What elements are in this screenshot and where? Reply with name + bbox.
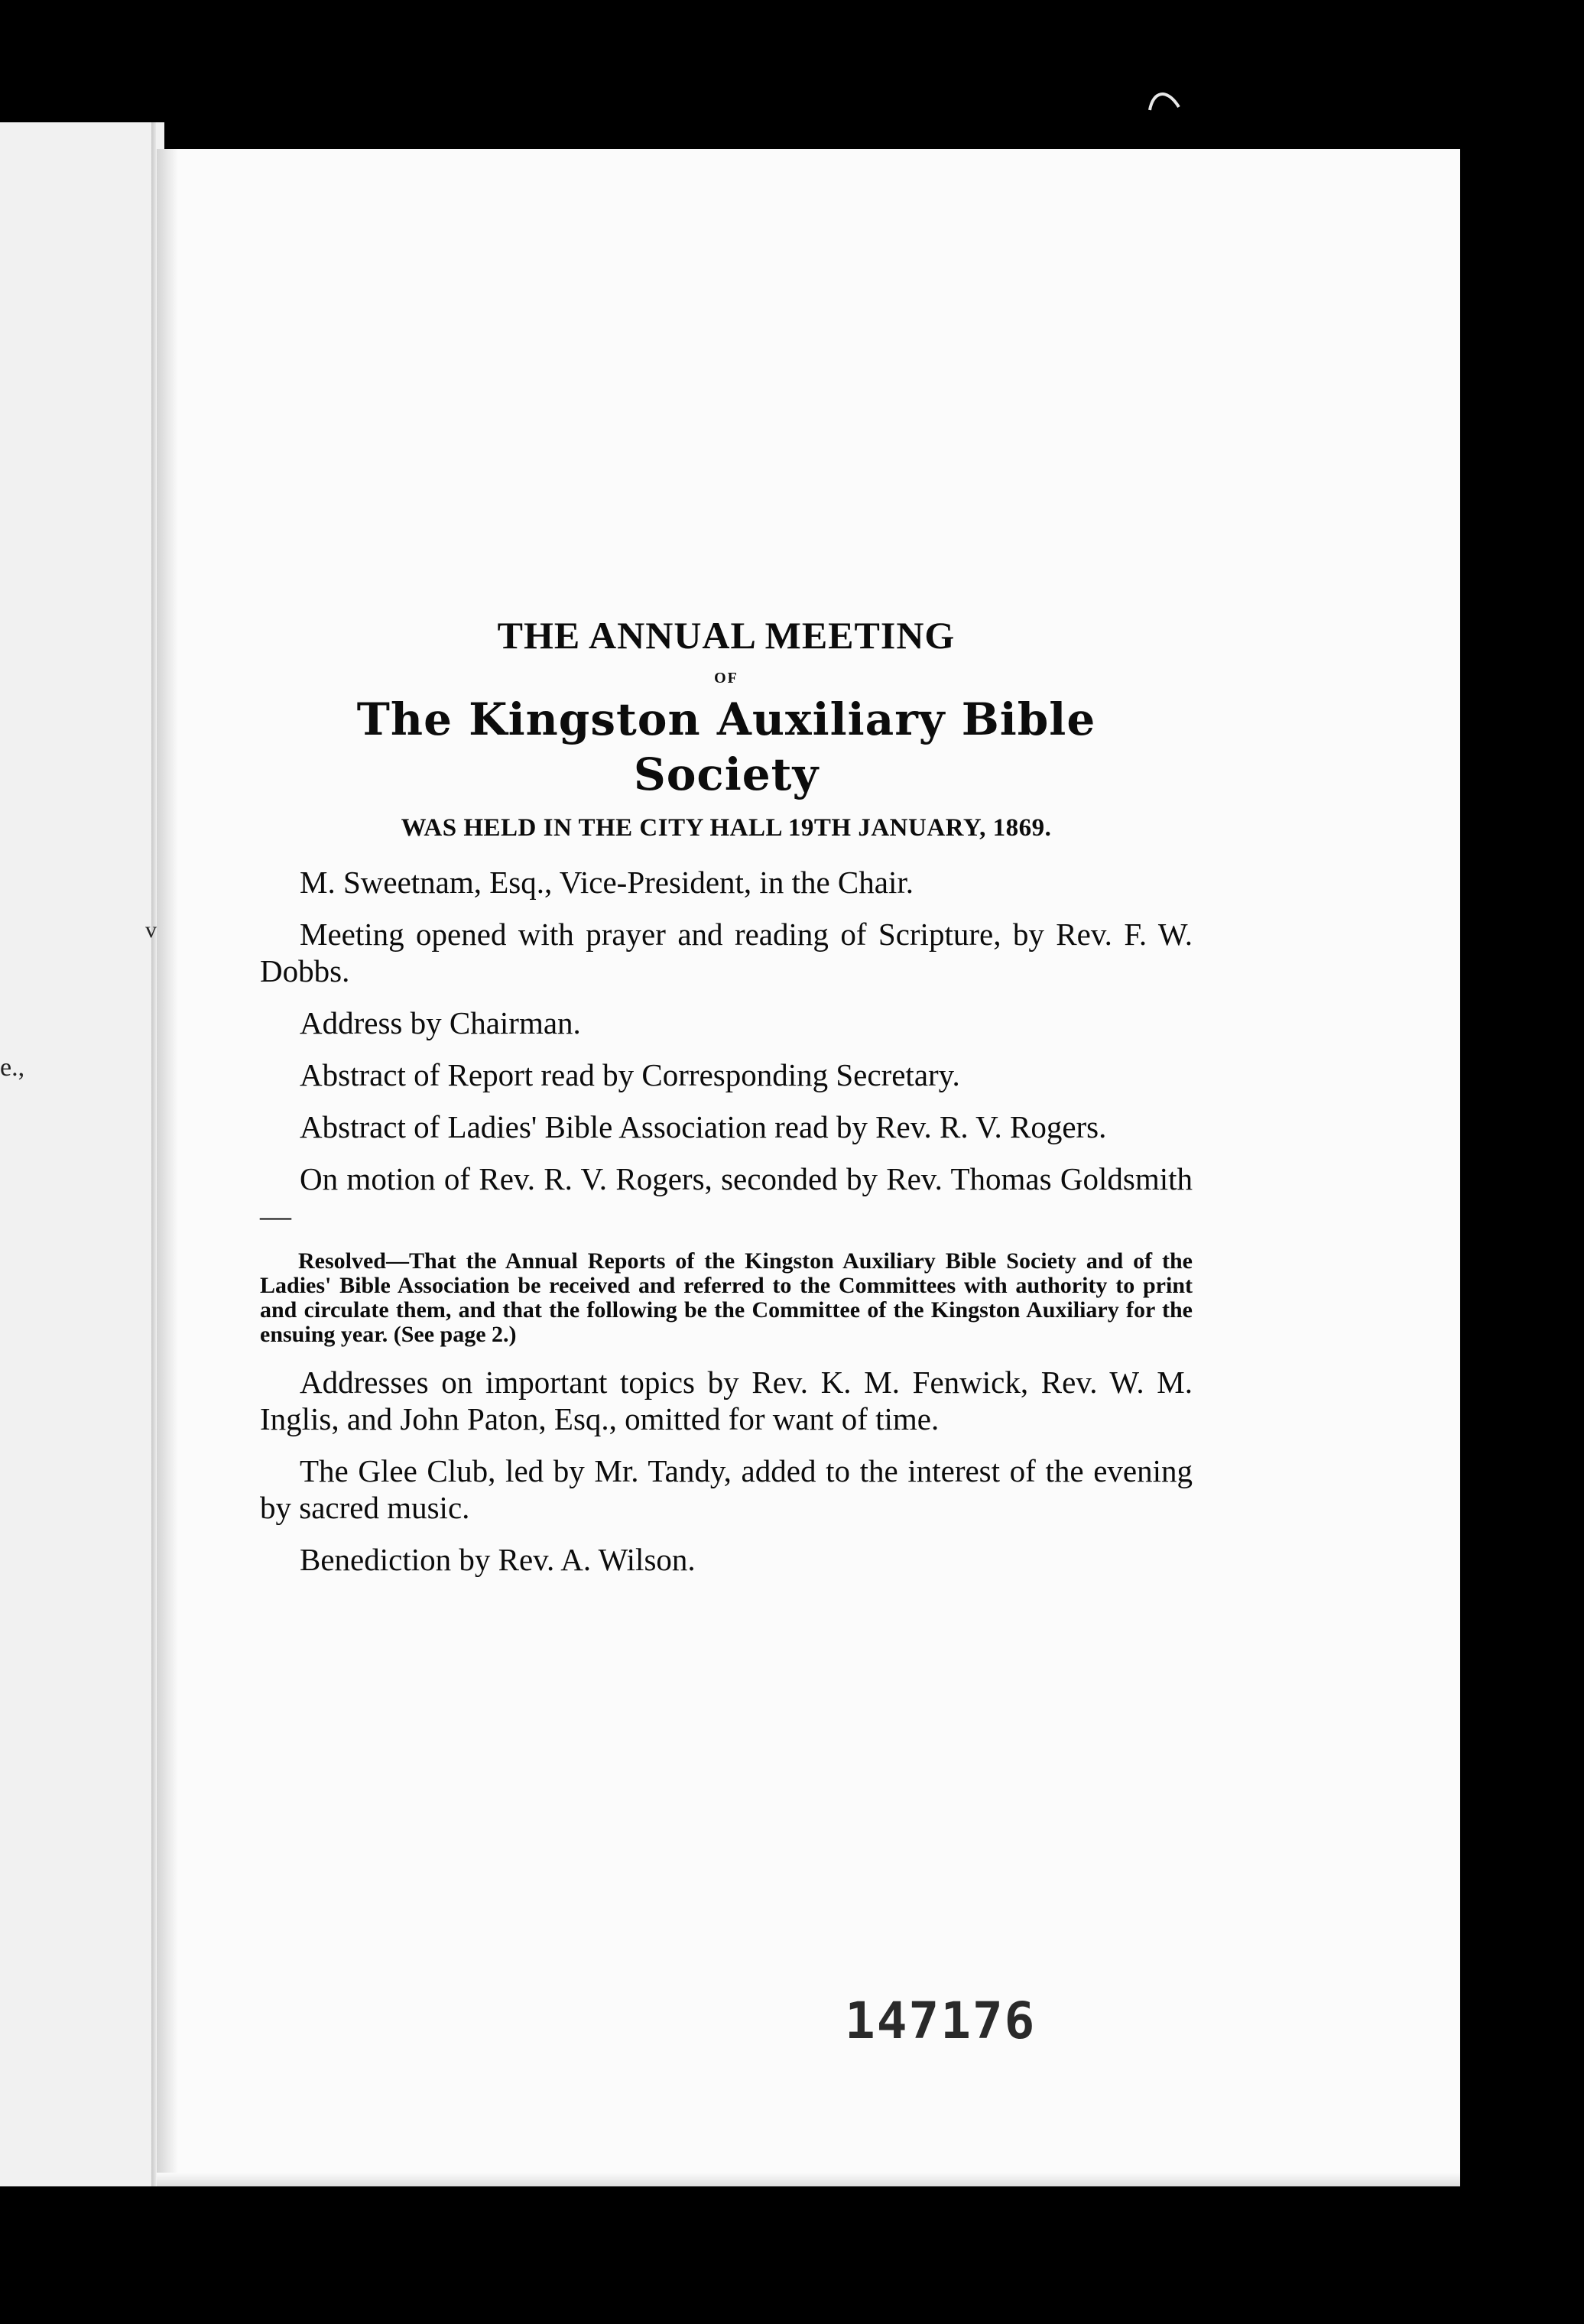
paragraph-report-abstract: Abstract of Report read by Corresponding Secretary. bbox=[300, 1057, 960, 1092]
title-connector: OF bbox=[714, 670, 738, 686]
left-page bbox=[0, 122, 164, 2186]
page-bottom-shadow bbox=[157, 2173, 1460, 2186]
paragraph-benediction: Benediction by Rev. A. Wilson. bbox=[300, 1542, 696, 1577]
paragraph-chair: M. Sweetnam, Esq., Vice-President, in the Chair. bbox=[300, 865, 914, 900]
paragraph-motion: On motion of Rev. R. V. Rogers, seconded by Rev. Thomas Goldsmith— bbox=[260, 1161, 1193, 1233]
paragraph-ladies-association: Abstract of Ladies' Bible Association read by Rev. R. V. Rogers. bbox=[300, 1109, 1107, 1144]
document-page bbox=[157, 149, 1460, 2186]
document-body bbox=[260, 612, 1193, 1593]
document-title: THE ANNUAL MEETING bbox=[497, 614, 956, 657]
paragraph-opening: Meeting opened with prayer and reading of Scripture, by Rev. F. W. Dobbs. bbox=[260, 917, 1193, 988]
paragraph-address: Address by Chairman. bbox=[300, 1005, 581, 1040]
left-page-edge-mark: e., bbox=[0, 1053, 25, 1082]
meeting-date-line: WAS HELD IN THE CITY HALL 19TH JANUARY, 1869. bbox=[401, 814, 1052, 842]
accession-stamp: 147176 bbox=[845, 1991, 1037, 2050]
left-page-tick-mark: v bbox=[145, 917, 157, 943]
corner-pencil-mark bbox=[1147, 84, 1182, 115]
paragraph-addresses: Addresses on important topics by Rev. K. M. Fenwick, Rev. W. M. Inglis, and John Paton, Esq., omitted for want of time. bbox=[260, 1365, 1193, 1436]
resolution-text: Resolved—That the Annual Reports of the Kingston Auxiliary Bible Society and of the Ladies' Bible Association be received and referred to the Committees with authority to print and circulate them, and that the following be the Committee of the Kingston Auxiliary for the ensuing year. (See page 2.) bbox=[260, 1248, 1193, 1347]
page-gutter-shadow bbox=[157, 149, 178, 2186]
paragraph-glee-club: The Glee Club, led by Mr. Tandy, added to the interest of the evening by sacred music. bbox=[260, 1453, 1193, 1525]
page-fold bbox=[151, 122, 156, 2186]
society-name: The Kingston Auxiliary Bible Society bbox=[356, 693, 1096, 800]
